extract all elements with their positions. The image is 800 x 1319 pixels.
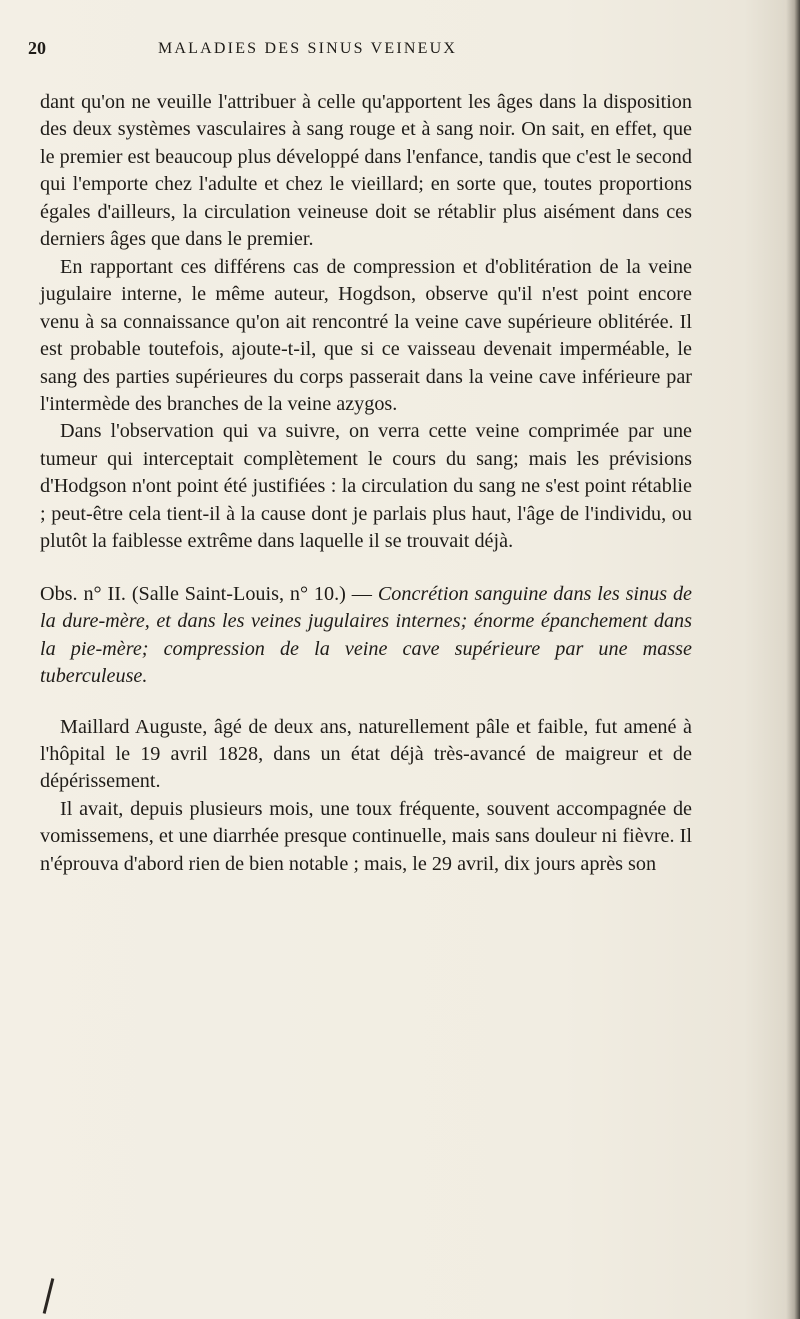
page-header: [28, 38, 708, 62]
paragraph-1: dant qu'on ne veuille l'attribuer à celle qu'apportent les âges dans la disposition des deux systèmes vasculaires à sang rouge et à sang noir. On sait, en effet, que le premier est beaucoup plus développé dans l'enfance, tandis que c'est le second qui l'emporte chez l'adulte et chez le vieillard; en sorte que, toutes proportions égales d'ailleurs, la circulation veineuse doit se rétablir plus aisément dans ces derniers âges que dans le premier.: [40, 91, 692, 251]
page-body: [40, 89, 692, 878]
case-paragraph-2: Il avait, depuis plusieurs mois, une toux fréquente, souvent accompagnée de vomissemens, et une diarrhée presque continuelle, mais sans douleur ni fièvre. Il n'éprouva d'abord rien de bien notable ; mais, le 29 avril, dix jours après son: [40, 797, 692, 875]
section-gap: [40, 556, 692, 581]
observation-title: Concrétion sanguine dans les sinus de la dure-mère, et dans les veines jugulaires internes; énorme épanchement dans la pie-mère; compression de la veine cave supérieure par une masse tuberculeuse.: [40, 582, 692, 688]
paragraph-2: En rapportant ces différens cas de compression et d'oblitération de la veine jugulaire interne, le même auteur, Hogdson, observe qu'il n'est point encore venu à sa connaissance qu'on ait rencontré la veine cave supérieure oblitérée. Il est probable toutefois, ajoute-t-il, que si ce vaisseau devenait imperméable, le sang des parties supérieures du corps passerait dans la veine cave inférieure par l'intermède des branches de la veine azygos.: [40, 255, 692, 415]
running-title: MALADIES DES SINUS VEINEUX: [158, 40, 458, 57]
page-number: 20: [28, 38, 46, 58]
page-edge-shadow: [786, 0, 800, 1319]
observation-label: Obs. n° II. (Salle Saint-Louis, n° 10.) —: [40, 582, 378, 605]
observation-heading: [40, 581, 692, 691]
ink-mark: [43, 1278, 55, 1314]
paragraph-3: Dans l'observation qui va suivre, on verra cette veine comprimée par une tumeur qui interceptait complètement le cours du sang; mais les prévisions d'Hodgson n'ont point été justifiées : la circulation du sang ne s'est point rétablie ; peut-être cela tient-il à la cause dont je parlais plus haut, l'âge de l'individu, ou plutôt la faiblesse extrême dans laquelle il se trouvait déjà.: [40, 420, 692, 553]
section-gap: [40, 691, 692, 714]
case-paragraph-1: Maillard Auguste, âgé de deux ans, naturellement pâle et faible, fut amené à l'hôpital le 19 avril 1828, dans un état déjà très-avancé de maigreur et de dépérissement.: [40, 715, 692, 793]
